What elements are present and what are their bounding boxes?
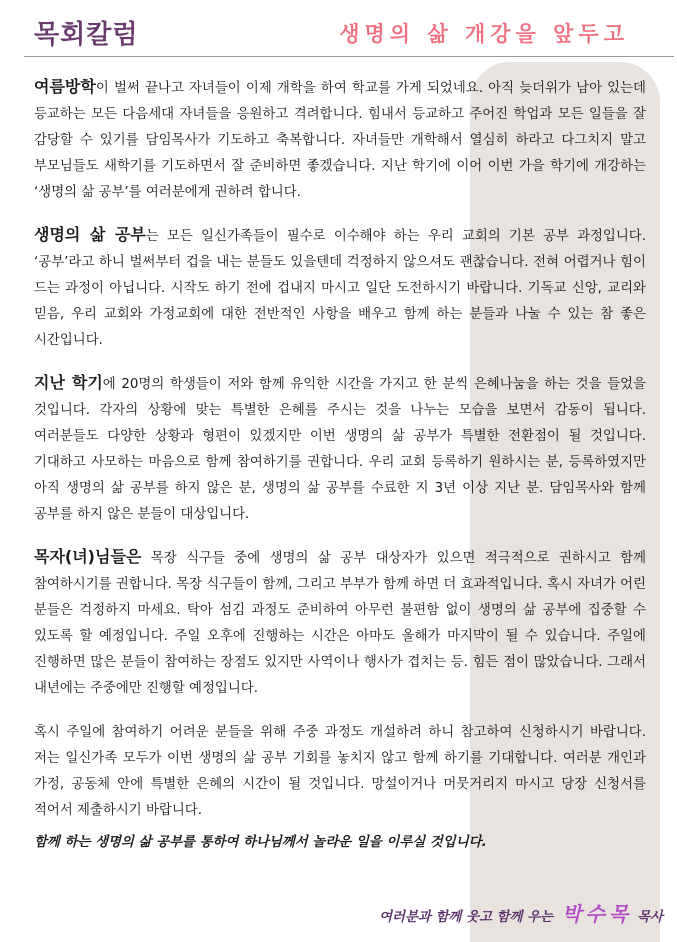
closing-statement: 함께 하는 생명의 삶 공부를 통하여 하나님께서 놀라운 일을 이루실 것입니다. xyxy=(34,835,487,850)
paragraph-text: 는 모든 일신가족들이 필수로 이수해야 하는 우리 교회의 기본 공부 과정입니다. ‘공부’라고 하니 벌써부터 겁을 내는 분들도 있을텐데 걱정하지 않으셔도 괜찮습니다. 전혀 어렵거나 힘이 드는 과정이 아닙니다. 시작도 하기 전에 겁내지 마시고 일단 도전하시기 바랍니다. 기독교 신앙, 교리와 믿음, 우리 교회와 가정교회에 대한 전반적인 사항을 배우고 함께 하는 분들과 나눌 수 있는 참 좋은 시간입니다. xyxy=(34,229,646,348)
header-divider xyxy=(24,56,674,57)
paragraph-weekday-course xyxy=(34,718,646,824)
column-title: 목회칼럼 xyxy=(34,20,139,50)
signature-name: 박수목 xyxy=(562,902,633,926)
paragraph-text: 이 벌써 끝나고 자녀들이 이제 개학을 하여 학교를 가게 되었네요. 아직 늦더위가 남아 있는데 등교하는 모든 다음세대 자녀들을 응원하고 격려합니다. 힘내서 등교하고 주어진 학업과 모든 일들을 잘 감당할 수 있기를 담임목사가 기도하고 축복합니다. 자녀들만 개학해서 열심히 하라고 다그치지 말고 부모님들도 새학기를 기도하면서 잘 준비하면 좋겠습니다. 지난 학기에 이어 이번 가을 학기에 개강하는 ‘생명의 삶 공부’를 여러분에게 권하려 합니다. xyxy=(34,81,646,200)
paragraph-text: 에 20명의 학생들이 저와 함께 유익한 시간을 가지고 한 분씩 은혜나눔을 하는 것을 들었을 것입니다. 각자의 상황에 맞는 특별한 은혜를 주시는 것을 나누는 모습을 보면서 감동이 됩니다. 여러분들도 다양한 상황과 형편이 있겠지만 이번 생명의 삶 공부가 특별한 전환점이 될 것입니다. 기대하고 사모하는 마음으로 함께 참여하기를 권합니다. 우리 교회 등록하기 원하시는 분, 등록하였지만 아직 생명의 삶 공부를 하지 않은 분, 생명의 삶 공부를 수료한 지 3년 이상 지난 분. 담임목사와 함께 공부를 하지 않은 분들이 대상입니다. xyxy=(34,377,646,522)
paragraph-last-semester xyxy=(34,370,646,528)
column-header xyxy=(0,0,677,62)
signature-slogan: 여러분과 함께 웃고 함께 우는 xyxy=(379,910,553,925)
signature-title: 목사 xyxy=(637,910,663,925)
paragraph-life-study xyxy=(34,222,646,354)
paragraph-summer-break xyxy=(34,74,646,206)
paragraph-text: 목장 식구들 중에 생명의 삶 공부 대상자가 있으면 적극적으로 권하시고 함께 참여하시기를 권합니다. 목장 식구들이 함께, 그리고 부부가 함께 하면 더 효과적입니다. 혹시 자녀가 어린 분들은 걱정하지 마세요. 탁아 섬김 과정도 준비하여 아무런 불편함 없이 생명의 삶 공부에 집중할 수 있도록 할 예정입니다. 주일 오후에 진행하는 시간은 아마도 올해가 마지막이 될 수 있습니다. 주일에 진행하면 많은 분들이 참여하는 장점도 있지만 사역이나 행사가 겹치는 등. 힘든 점이 많았습니다. 그래서 내년에는 주중에만 진행할 예정입니다. xyxy=(34,551,646,696)
paragraph-text: 혹시 주일에 참여하기 어려운 분들을 위해 주중 과정도 개설하려 하니 참고하여 신청하시기 바랍니다. 저는 일신가족 모두가 이번 생명의 삶 공부 기회를 놓치지 않고 함께 하기를 기대합니다. 여러분 개인과 가정, 공동체 안에 특별한 은혜의 시간이 될 것입니다. 망설이거나 머뭇거리지 마시고 당장 신청서를 적어서 제출하시기 바랍니다. xyxy=(34,725,646,818)
author-signature xyxy=(379,898,663,927)
paragraph-shepherds xyxy=(34,544,646,702)
paragraph-lead: 생명의 삶 공부 xyxy=(34,225,146,244)
paragraph-lead: 지난 학기 xyxy=(34,373,103,392)
column-subtitle: 생명의 삶 개강을 앞두고 xyxy=(339,22,629,46)
paragraph-lead: 여름방학 xyxy=(34,77,96,96)
paragraph-lead: 목자(녀)님들은 xyxy=(34,547,142,566)
column-body xyxy=(34,74,646,856)
